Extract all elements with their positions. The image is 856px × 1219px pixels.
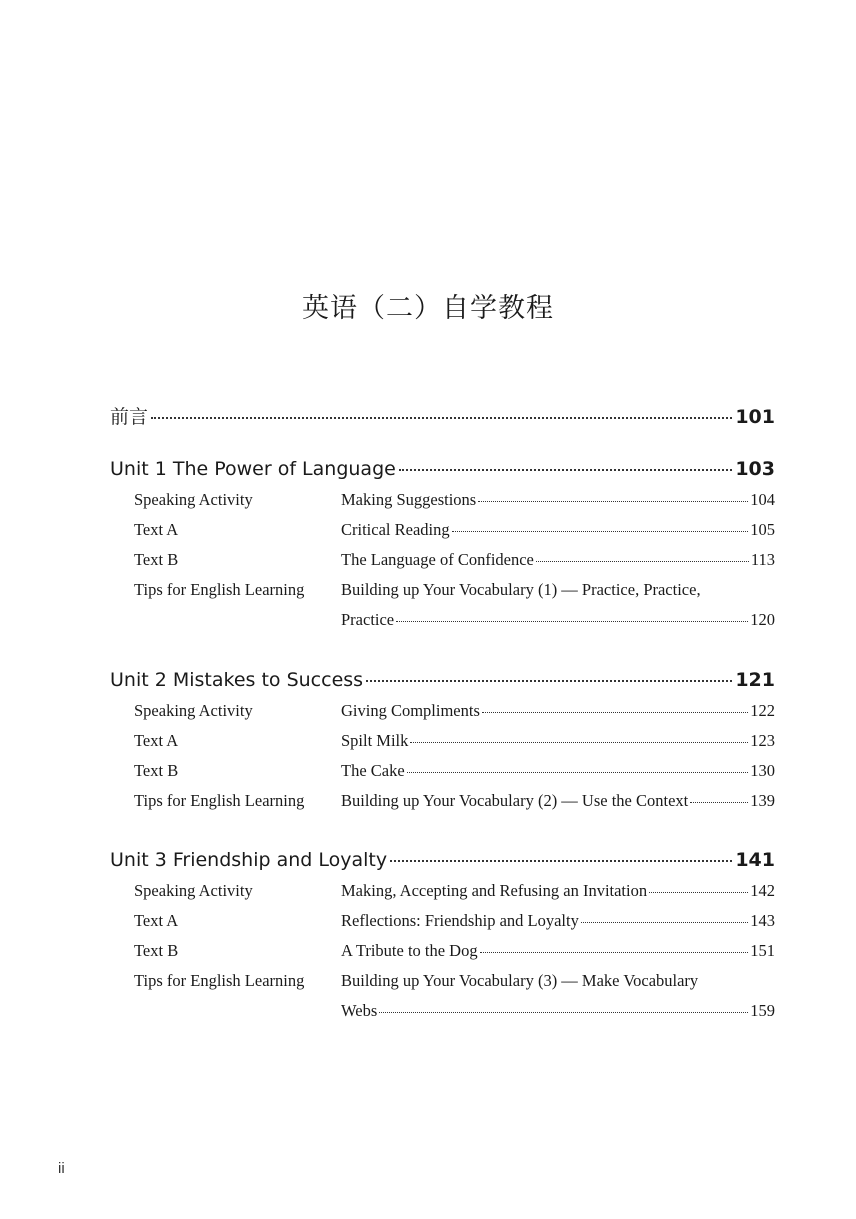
toc-preface[interactable] xyxy=(110,402,775,430)
entry-page: 143 xyxy=(750,911,775,930)
entry-page: 104 xyxy=(750,490,775,509)
toc-entry[interactable] xyxy=(110,550,775,576)
dot-leader xyxy=(366,680,732,682)
entry-title: Making, Accepting and Refusing an Invitation xyxy=(341,881,648,900)
entry-title: The Cake xyxy=(341,761,405,780)
entry-kind: Speaking Activity xyxy=(134,881,253,900)
entry-kind: Text A xyxy=(134,911,179,930)
entry-kind: Tips for English Learning xyxy=(134,791,305,810)
dot-leader xyxy=(407,772,749,773)
entry-title: Building up Your Vocabulary (2) — Use the Context xyxy=(341,791,689,810)
toc-entry[interactable] xyxy=(110,761,775,787)
dot-leader xyxy=(410,742,748,743)
toc-entry[interactable] xyxy=(110,580,775,606)
entry-title: Spilt Milk xyxy=(341,731,409,750)
toc-preface-label: 前言 xyxy=(110,406,149,428)
toc-entry[interactable] xyxy=(110,941,775,967)
dot-leader xyxy=(649,892,748,893)
entry-page: 130 xyxy=(750,761,775,780)
unit-title: Unit 2 Mistakes to Success xyxy=(110,669,364,691)
entry-title: Building up Your Vocabulary (1) — Practice, Practice, xyxy=(341,580,701,599)
toc-entry[interactable] xyxy=(110,911,775,937)
toc-entry[interactable] xyxy=(110,701,775,727)
entry-page: 159 xyxy=(750,1001,775,1020)
unit-title: Unit 3 Friendship and Loyalty xyxy=(110,849,388,871)
entry-title: A Tribute to the Dog xyxy=(341,941,478,960)
dot-leader xyxy=(399,469,733,471)
entry-kind: Text A xyxy=(134,731,179,750)
entry-kind: Text B xyxy=(134,550,179,569)
entry-kind: Speaking Activity xyxy=(134,490,253,509)
entry-kind: Text B xyxy=(134,941,179,960)
entry-page: 122 xyxy=(750,701,775,720)
entry-kind: Tips for English Learning xyxy=(134,971,305,990)
toc-preface-page: 101 xyxy=(735,406,775,428)
entry-kind: Tips for English Learning xyxy=(134,580,305,599)
entry-title-continued: Practice xyxy=(341,610,395,629)
entry-kind: Text A xyxy=(134,520,179,539)
dot-leader xyxy=(480,952,749,953)
entry-page: 120 xyxy=(750,610,775,629)
dot-leader xyxy=(151,417,732,419)
page-title: 英语（二）自学教程 xyxy=(302,293,554,324)
dot-leader xyxy=(379,1012,748,1013)
page-number: ii xyxy=(58,1160,65,1177)
entry-title: Critical Reading xyxy=(341,520,450,539)
dot-leader xyxy=(396,621,748,622)
entry-kind: Speaking Activity xyxy=(134,701,253,720)
entry-title: Making Suggestions xyxy=(341,490,477,509)
dot-leader xyxy=(690,802,748,803)
entry-page: 105 xyxy=(750,520,775,539)
toc-entry[interactable] xyxy=(110,731,775,757)
entry-title: Giving Compliments xyxy=(341,701,480,720)
unit-title: Unit 1 The Power of Language xyxy=(110,458,396,480)
dot-leader xyxy=(452,531,749,532)
toc-entry[interactable] xyxy=(110,791,775,817)
entry-title: Building up Your Vocabulary (3) — Make Vocabulary xyxy=(341,971,699,990)
entry-page: 123 xyxy=(750,731,775,750)
entry-title: Reflections: Friendship and Loyalty xyxy=(341,911,579,930)
dot-leader xyxy=(390,860,732,862)
toc-entry-continued[interactable] xyxy=(110,1001,775,1027)
toc-entry[interactable] xyxy=(110,490,775,516)
toc-entry[interactable] xyxy=(110,881,775,907)
toc-entry-continued[interactable] xyxy=(110,610,775,636)
toc-unit-2[interactable] xyxy=(110,669,775,697)
entry-page: 151 xyxy=(750,941,775,960)
toc-unit-1[interactable] xyxy=(110,458,775,486)
entry-page: 142 xyxy=(750,881,775,900)
dot-leader xyxy=(581,922,748,923)
toc-entry[interactable] xyxy=(110,971,775,997)
entry-page: 113 xyxy=(750,550,775,569)
unit-page: 141 xyxy=(735,849,775,871)
toc-entry[interactable] xyxy=(110,520,775,546)
entry-title-continued: Webs xyxy=(341,1001,378,1020)
dot-leader xyxy=(482,712,748,713)
dot-leader xyxy=(478,501,748,502)
unit-page: 103 xyxy=(735,458,775,480)
entry-page: 139 xyxy=(750,791,775,810)
entry-kind: Text B xyxy=(134,761,179,780)
entry-title: The Language of Confidence xyxy=(341,550,534,569)
toc-unit-3[interactable] xyxy=(110,849,775,877)
dot-leader xyxy=(536,561,749,562)
unit-page: 121 xyxy=(735,669,775,691)
